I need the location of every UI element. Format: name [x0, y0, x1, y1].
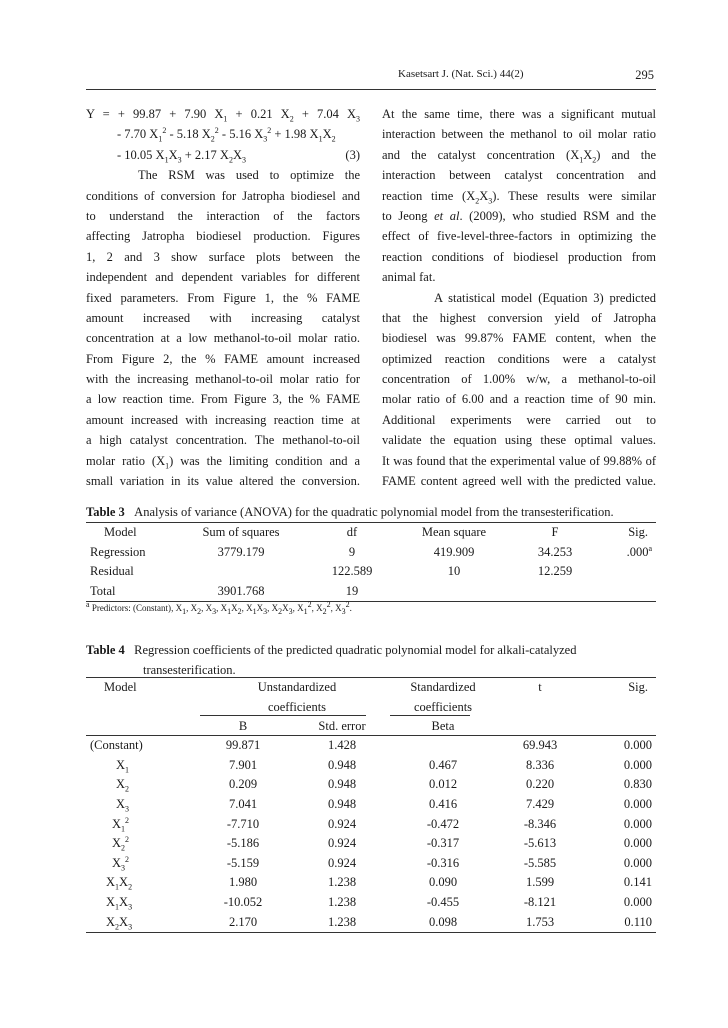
table-row: $X_3$ 7.041 0.948 0.416 7.429 0.000	[86, 795, 656, 815]
cell: 3779.179	[217, 544, 265, 559]
cell: 10	[447, 564, 461, 579]
paragraph-line: concentration of 1.00% w/w, a methanol-to-oil	[382, 372, 656, 387]
col-header: df	[346, 525, 358, 540]
col-header: coefficients	[413, 699, 473, 714]
paragraph-line: molar ratio $(X_1)$ was the limiting condition and a	[86, 453, 360, 471]
paragraph-line: The RSM was used to optimize the	[138, 168, 360, 183]
cell: 419.909	[433, 544, 475, 559]
table4-body	[86, 736, 656, 932]
paragraph-line: A statistical model (Equation 3) predicted	[434, 290, 656, 305]
table3	[86, 523, 656, 601]
row-label: (Constant)	[90, 738, 143, 753]
cell	[598, 562, 656, 582]
unstd-underline	[200, 715, 366, 716]
row-label: $X_2X_3$	[106, 914, 133, 932]
col-header: Standardized	[410, 680, 476, 695]
table4-label: Table 4	[86, 643, 125, 657]
paragraph-line: with the increasing methanol-to-oil molar ratio for	[86, 372, 360, 387]
journal-name: Kasetsart J. (Nat. Sci.) 44(2)	[398, 68, 524, 80]
paragraph-line: fixed parameters. From Figure 1, the % FAME	[86, 290, 360, 305]
row-label: $X_1X_2$	[106, 875, 133, 892]
table3-bottom-rule	[86, 601, 656, 602]
cell	[174, 562, 308, 582]
paragraph-line: and the catalyst concentration $(X_1X_2)$ and the	[382, 147, 657, 165]
cell: Residual	[90, 564, 134, 579]
paragraph-line: a low reaction time. From Figure 3, the % FAME	[86, 392, 360, 407]
table4-caption-text: Regression coefficients of the predicted quadratic polynomial model for alkali-catalyzed	[134, 643, 577, 657]
table-header-row	[86, 523, 656, 543]
col-header: coefficients	[267, 699, 327, 714]
paragraph-line: interaction between catalyst concentration and	[382, 168, 656, 183]
table3-caption	[86, 502, 656, 522]
paragraph-line: interaction between the methanol to oil molar ratio	[382, 127, 656, 142]
paragraph-line: At the same time, there was a significant mutual	[382, 107, 656, 121]
paragraph-line: effect of five-level-three-factors in optimizing the	[382, 229, 656, 244]
table3-label: Table 3	[86, 505, 125, 519]
table3-footnote: $^a$ Predictors: (Constant), $X_1$, $X_2$, $X_3$, $X_1X_2$, $X_1X_3$, $X_2X_3$, $X_1^2$, $X_2^2$, $X_3^2$.	[86, 600, 352, 616]
col-header: Beta	[431, 719, 455, 734]
paragraph-line: small variation in its value altered the conversion.	[86, 474, 360, 489]
col-header: Model	[104, 525, 137, 540]
cell: 12.259	[537, 564, 573, 579]
paragraph-line: concentration at a low methanol-to-oil molar ratio.	[86, 331, 360, 346]
paragraph-line: reaction time $(X_2X_3)$. These results were similar	[382, 188, 656, 206]
cell: Regression	[90, 544, 146, 559]
paragraph-line: From Figure 2, the % FAME amount increased	[86, 351, 360, 366]
cell: 122.589	[331, 564, 373, 579]
cell	[396, 582, 512, 602]
table-row: $X_2X_3$ 2.170 1.238 0.098 1.753 0.110	[86, 912, 656, 932]
col-header: Sig.	[628, 525, 648, 540]
paragraph-line: validate the equation using these optimal values.	[382, 433, 656, 448]
table-row: $X_2^2$ -5.186 0.924 -0.317 -5.613 0.000	[86, 834, 656, 854]
cell: 3901.768	[217, 584, 265, 599]
paragraph-line: to understand the interaction of the factors	[86, 208, 360, 223]
cell: 19	[345, 584, 359, 599]
col-header: Unstandardized	[257, 680, 337, 695]
paragraph-line: FAME content agreed well with the predicted value.	[382, 474, 656, 489]
cell	[512, 582, 598, 602]
col-header: Model	[104, 680, 137, 695]
paragraph-line: to Jeong et al. (2009), who studied RSM and the	[382, 208, 657, 223]
row-label: $X_1$	[116, 757, 130, 775]
equation-line-2: - 7.70 $X_1^2 - 5.18$ $X_2^2 - 5.16$ $X_3^2 + 1.98$ $X_1X_2$	[117, 126, 336, 144]
paragraph-line: Additional experiments were carried out to	[382, 412, 656, 427]
row-label: $X_1^2$	[112, 815, 130, 834]
table4-caption-text: transesterification.	[143, 663, 236, 677]
col-header: Sum of squares	[202, 525, 280, 540]
row-label: $X_2^2$	[112, 835, 130, 853]
table-row: $X_2$ 0.209 0.948 0.012 0.220 0.830	[86, 775, 656, 795]
table3-caption-text: Analysis of variance (ANOVA) for the quadratic polynomial model from the transesterification.	[134, 505, 614, 519]
cell: .000$^a$	[626, 543, 652, 559]
table-row: $X_1X_3$ -10.052 1.238 -0.455 -8.121 0.000	[86, 893, 656, 913]
col-header: F	[551, 525, 559, 540]
paragraph-line: molar ratio of 6.00 and a reaction time of 90 min.	[382, 392, 656, 407]
paragraph-line: amount increased with increasing catalyst	[86, 310, 360, 325]
paragraph-line: amount increased with increasing reaction time at	[86, 412, 360, 427]
paragraph-line: optimized reaction conditions were a catalyst	[382, 351, 656, 366]
cell	[598, 582, 656, 602]
table-row	[86, 562, 656, 582]
paragraph-line: biodiesel was 99.87% FAME content, when the	[382, 331, 656, 346]
cell: 9	[348, 544, 356, 559]
running-header	[86, 68, 656, 88]
equation-line-1: Y = + 99.87 + 7.90 $X_1 + 0.21$ $X_2 + 7.04$ $X_3$	[86, 107, 361, 124]
header-rule	[86, 89, 656, 90]
page-number: 295	[635, 68, 654, 82]
col-header: t	[538, 680, 542, 695]
paragraph-line: animal fat.	[382, 270, 436, 285]
table-row	[86, 543, 656, 563]
right-column	[382, 104, 656, 491]
table4-bottom-rule	[86, 932, 656, 933]
cell: Total	[90, 584, 116, 599]
cell: 34.253	[537, 544, 573, 559]
col-header: Sig.	[628, 680, 648, 695]
col-header: B	[238, 719, 248, 734]
table-row	[86, 582, 656, 602]
std-underline	[390, 715, 470, 716]
paragraph-line: 1, 2 and 3 show surface plots between the	[86, 249, 360, 264]
table-row: (Constant) 99.871 1.428 69.943 0.000	[86, 736, 656, 756]
paragraph-line: that the highest conversion yield of Jatropha	[382, 310, 656, 325]
col-header: Mean square	[421, 525, 487, 540]
row-label: $X_2$	[116, 777, 130, 794]
left-column	[86, 104, 360, 491]
paragraph-line: independent and dependent variables for different	[86, 270, 360, 285]
paragraph-line: conditions of conversion for Jatropha biodiesel and	[86, 188, 360, 203]
row-label: $X_3$	[116, 797, 130, 814]
table4-caption	[86, 640, 656, 680]
table-row: $X_3^2$ -5.159 0.924 -0.316 -5.585 0.000	[86, 854, 656, 874]
row-label: $X_3^2$	[112, 854, 130, 873]
table-row: $X_1X_2$ 1.980 1.238 0.090 1.599 0.141	[86, 873, 656, 893]
col-header: Std. error	[318, 719, 366, 734]
row-label: $X_1X_3$	[106, 895, 133, 912]
paragraph-line: It was found that the experimental value of 99.88% of	[382, 453, 656, 468]
equation-line-3: - 10.05 $X_1X_3 + 2.17$ $X_2X_3$ (3)	[117, 147, 360, 165]
paragraph-line: a high catalyst concentration. The methanol-to-oil	[86, 433, 360, 448]
table-row: $X_1$ 7.901 0.948 0.467 8.336 0.000	[86, 756, 656, 776]
table4-header	[86, 678, 656, 737]
paragraph-line: reaction conditions of biodiesel production from	[382, 249, 656, 264]
paragraph-line: affecting Jatropha biodiesel production. Figures	[86, 229, 360, 244]
table-row: $X_1^2$ -7.710 0.924 -0.472 -8.346 0.000	[86, 814, 656, 834]
